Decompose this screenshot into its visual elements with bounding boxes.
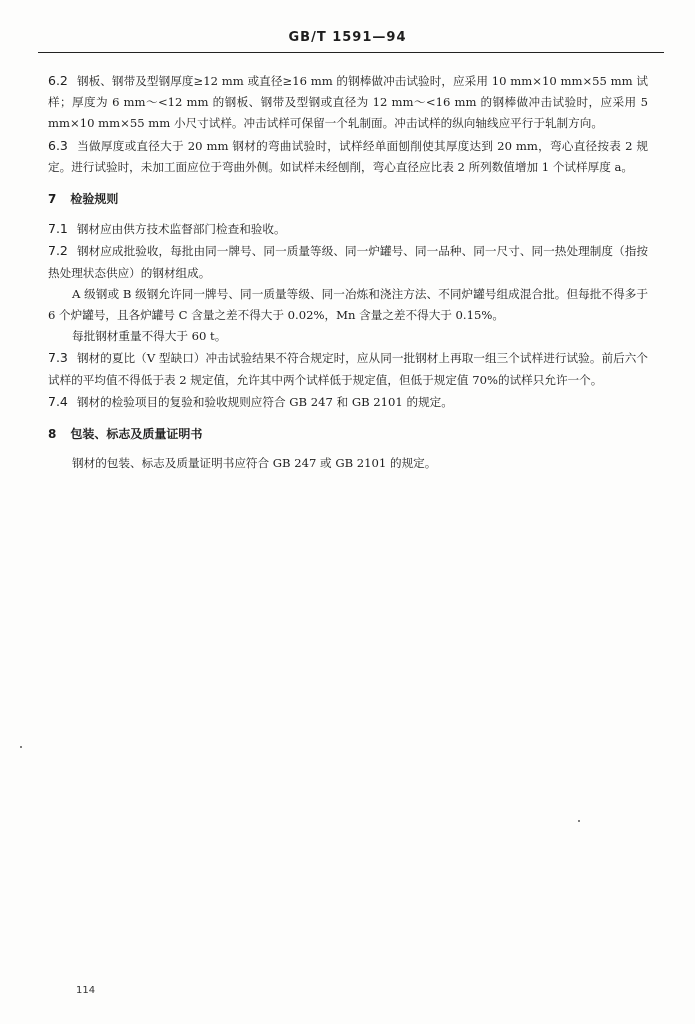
clause-number: 6.2	[48, 73, 68, 88]
clause-7-3	[48, 347, 648, 390]
section-7-heading	[48, 189, 648, 210]
section-8-heading	[48, 424, 648, 445]
scan-speck	[20, 746, 22, 748]
clause-7-2-paragraph-2: A 级钢或 B 级钢允许同一牌号、同一质量等级、同一冶炼和浇注方法、不同炉罐号组成混合批。但每批不得多于 6 个炉罐号，且各炉罐号 C 含量之差不得大于 0.02%，Mn 含量之差不得大于 0.15%。	[48, 286, 648, 323]
section-number: 8	[48, 427, 57, 442]
section-title-text: 检验规则	[70, 192, 119, 207]
clause-7-4	[48, 391, 648, 413]
clause-7-2-paragraph-3: 每批钢材重量不得大于 60 t。	[72, 329, 227, 344]
clause-6-2	[48, 70, 648, 135]
clause-text: 钢材应由供方技术监督部门检查和验收。	[76, 222, 286, 237]
section-8-paragraph: 钢材的包装、标志及质量证明书应符合 GB 247 或 GB 2101 的规定。	[72, 456, 437, 471]
document-body	[48, 70, 648, 474]
clause-text: 钢材的检验项目的复验和验收规则应符合 GB 247 和 GB 2101 的规定。	[76, 394, 453, 409]
clause-6-3	[48, 135, 648, 178]
clause-number: 7.4	[48, 393, 68, 409]
clause-text: 钢板、钢带及型钢厚度≥12 mm 或直径≥16 mm 的钢棒做冲击试验时，应采用 10 mm×10 mm×55 mm 试样；厚度为 6 mm～<12 mm 的钢板、钢带及型钢或直径为 12 mm～<16 mm 的钢棒做冲击试验时，应采用 5 mm×10 mm×55 mm 小尺寸试样。冲击试样可保留一个轧制面。冲击试样的纵向轴线应平行于轧制方向。	[48, 74, 648, 131]
standard-code-header: GB/T 1591—94	[288, 30, 407, 45]
section-number: 7	[48, 192, 57, 207]
section-title-text: 包装、标志及质量证明书	[70, 427, 203, 442]
clause-number: 7.2	[48, 243, 68, 259]
scan-speck	[578, 820, 580, 822]
clause-text: 钢材应成批验收，每批由同一牌号、同一质量等级、同一炉罐号、同一品种、同一尺寸、同一热处理制度（指按热处理状态供应）的钢材组成。	[48, 244, 648, 280]
clause-number: 6.3	[48, 137, 68, 153]
clause-text: 当做厚度或直径大于 20 mm 钢材的弯曲试验时，试样经单面刨削使其厚度达到 20 mm，弯心直径按表 2 规定。进行试验时，未加工面应位于弯曲外侧。如试样未经刨削，弯心直径应比表 2 所列数值增加 1 个试样厚度 a。	[48, 138, 648, 174]
header-rule	[38, 52, 664, 53]
clause-7-1	[48, 218, 648, 240]
clause-7-2	[48, 240, 648, 283]
clause-text: 钢材的夏比（V 型缺口）冲击试验结果不符合规定时，应从同一批钢材上再取一组三个试样进行试验。前后六个试样的平均值不得低于表 2 规定值，允许其中两个试样低于规定值，但低于规定值 70%的试样只允许一个。	[48, 351, 648, 387]
clause-number: 7.3	[48, 350, 68, 366]
clause-number: 7.1	[48, 221, 68, 237]
page-number: 114	[76, 985, 96, 996]
